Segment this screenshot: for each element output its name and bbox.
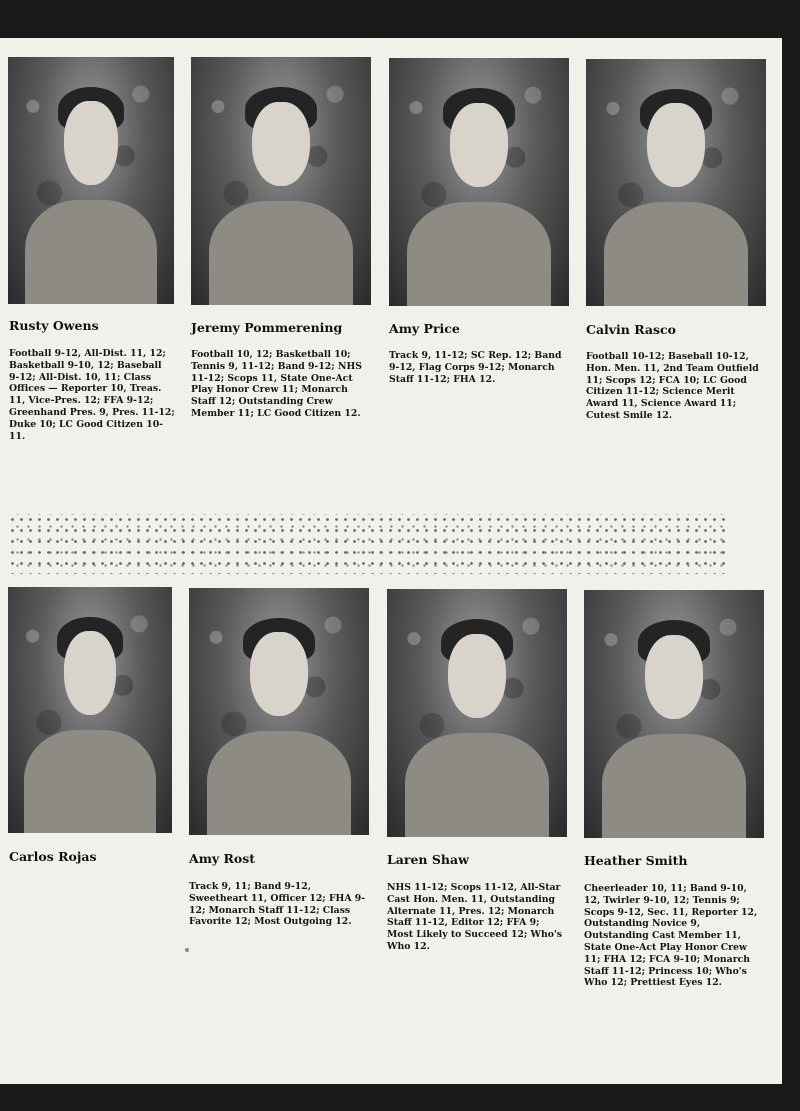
student-photo-4 [586, 59, 766, 306]
student-bio-4: Football 10-12; Baseball 10-12, Hon. Men. 11, 2nd Team Outfield 11; Scops 12; FCA 10; LC Good Citizen 11-12; Science Merit Award 11, Science Award 11; Cutest Smile 12. [586, 351, 759, 421]
student-photo-3 [389, 58, 569, 306]
student-bio-7: NHS 11-12; Scops 11-12, All-Star Cast Hon. Men. 11, Outstanding Alternate 11, Pres. 12; Monarch Staff 11-12, Editor 12; FFA 9; Most Likely to Succeed 12; Who's Who 12. [387, 882, 563, 952]
student-photo-5 [8, 587, 172, 833]
student-name-1: Rusty Owens [9, 318, 99, 333]
print-speck [185, 948, 189, 952]
decorative-divider [8, 514, 728, 574]
student-photo-2 [191, 57, 371, 305]
student-name-7: Laren Shaw [387, 852, 469, 867]
student-bio-8: Cheerleader 10, 11; Band 9-10, 12, Twirler 9-10, 12; Tennis 9; Scops 9-12, Sec. 11, Reporter 12, Outstanding Novice 9, Outstanding Cast Member 11, State One-Act Play Honor Crew 11; FHA 12; FCA 9-10; Monarch Staff 11-12; Princess 10; Who's Who 12; Prettiest Eyes 12. [584, 883, 758, 989]
student-photo-8 [584, 590, 764, 838]
student-name-5: Carlos Rojas [9, 849, 97, 864]
student-photo-7 [387, 589, 567, 837]
student-photo-6 [189, 588, 369, 835]
student-bio-3: Track 9, 11-12; SC Rep. 12; Band 9-12, Flag Corps 9-12; Monarch Staff 11-12; FHA 12. [389, 350, 562, 385]
student-bio-6: Track 9, 11; Band 9-12, Sweetheart 11, Officer 12; FHA 9-12; Monarch Staff 11-12; Class Favorite 12; Most Outgoing 12. [189, 881, 366, 928]
student-bio-1: Football 9-12, All-Dist. 11, 12; Basketball 9-10, 12; Baseball 9-12; All-Dist. 10, 11; Class Offices — Reporter 10, Treas. 11, Vice-Pres. 12; FFA 9-12; Greenhand Pres. 9, Pres. 11-12; Duke 10; LC Good Citizen 10-11. [9, 348, 175, 442]
student-name-3: Amy Price [389, 321, 460, 336]
student-name-2: Jeremy Pommerening [191, 320, 343, 335]
student-bio-2: Football 10, 12; Basketball 10; Tennis 9, 11-12; Band 9-12; NHS 11-12; Scops 11, State One-Act Play Honor Crew 11; Monarch Staff 12; Outstanding Crew Member 11; LC Good Citizen 12. [191, 349, 362, 419]
student-name-8: Heather Smith [584, 853, 688, 868]
student-name-6: Amy Rost [189, 851, 256, 866]
student-name-4: Calvin Rasco [586, 322, 677, 337]
student-photo-1 [8, 57, 174, 304]
